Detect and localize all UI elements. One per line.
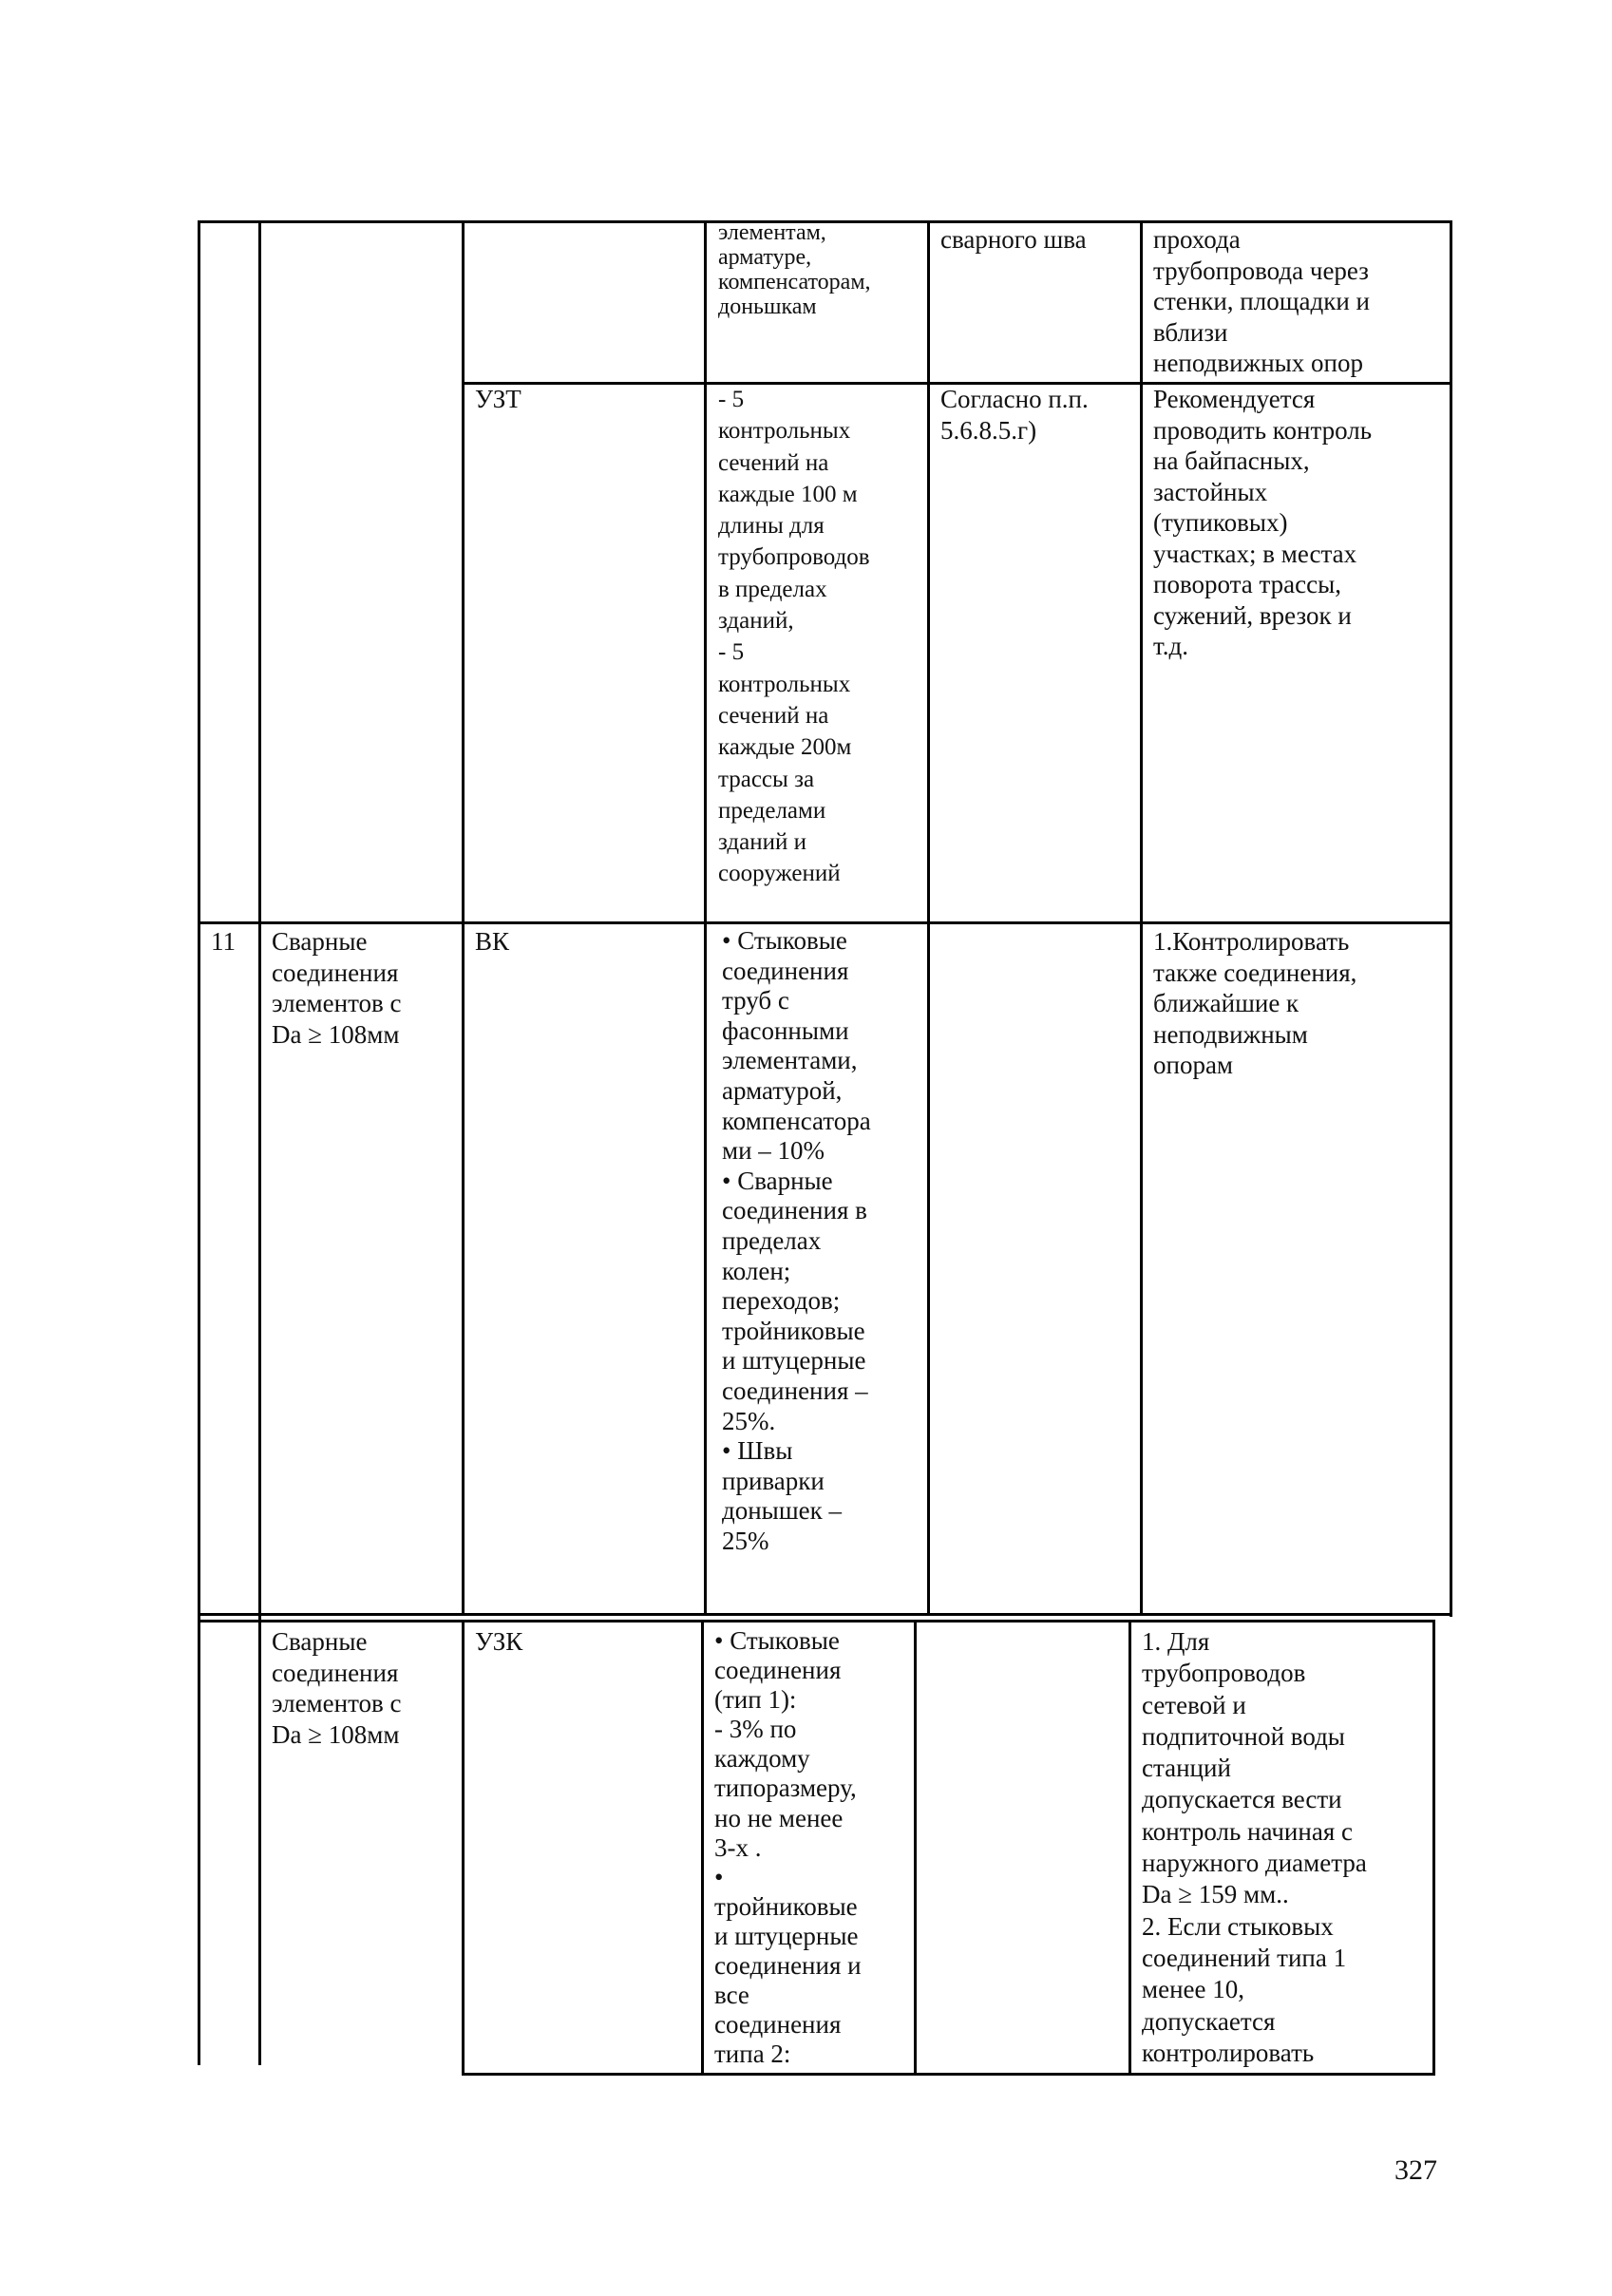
col-divider xyxy=(462,220,465,1613)
row-divider xyxy=(198,921,1450,924)
object-cell: Сварные соединения элементов с Da ≥ 108мм xyxy=(272,927,402,1049)
method-cell: УЗТ xyxy=(475,385,522,413)
col-divider xyxy=(1432,1620,1435,2076)
page-number: 327 xyxy=(1394,2154,1437,2186)
scope-cell: • Стыковые соединения труб с фасонными элементами, арматурой, компенсатора ми – 10% • Сварные соединения в пределах колен; переходов; тройниковые и штуцерные соединения – 25%. • Швы приварки донышек – 25% xyxy=(722,926,871,1555)
col-divider xyxy=(914,1620,917,2076)
row-divider xyxy=(198,1613,1451,1616)
row-number: 11 xyxy=(211,927,236,956)
col-divider xyxy=(198,220,200,2065)
note-cell: 1. Для трубопроводов сетевой и подпиточной воды станций допускается вести контроль начиная с наружного диаметра Da ≥ 159 мм.. 2. Если стыковых соединений типа 1 менее 10, допускается контролировать xyxy=(1142,1627,1367,2067)
col-divider xyxy=(258,220,261,2065)
col-divider xyxy=(1140,220,1143,1613)
note-cell: 1.Контролировать также соединения, ближайшие к неподвижным опорам xyxy=(1153,927,1357,1079)
method-cell: УЗК xyxy=(475,1627,523,1656)
col-divider xyxy=(1450,220,1452,1617)
scope-cell: элементам, арматуре, компенсаторам, доньшкам xyxy=(718,220,871,319)
object-cell: Сварные соединения элементов с Da ≥ 108мм xyxy=(272,1627,402,1749)
scope-cell: - 5 контрольных сечений на каждые 100 м длины для трубопроводов в пределах зданий, - 5 контрольных сечений на каждые 200м трассы за пределами зданий и сооружений xyxy=(718,387,870,887)
row-divider xyxy=(198,1620,1432,1622)
col-divider xyxy=(701,1620,704,2076)
col-divider xyxy=(927,220,930,1613)
note-cell: прохода трубопровода через стенки, площадки и вблизи неподвижных опор xyxy=(1153,225,1370,377)
table-bottom-border xyxy=(462,2073,1435,2076)
col-divider xyxy=(462,1620,465,2076)
note-cell: Рекомендуется проводить контроль на байпасных, застойных (тупиковых) участках; в местах поворота трассы, сужений, врезок и т.д. xyxy=(1153,385,1373,660)
method-cell: ВК xyxy=(475,927,510,956)
col-divider xyxy=(1128,1620,1131,2076)
area-cell: Согласно п.п. 5.6.8.5.г) xyxy=(940,385,1089,445)
col-divider xyxy=(704,220,707,1613)
scope-cell: • Стыковые соединения (тип 1): - 3% по каждому типоразмеру, но не менее 3-х . • тройниковые и штуцерные соединения и все соединения типа 2: xyxy=(714,1626,862,2069)
area-cell: сварного шва xyxy=(940,225,1087,254)
